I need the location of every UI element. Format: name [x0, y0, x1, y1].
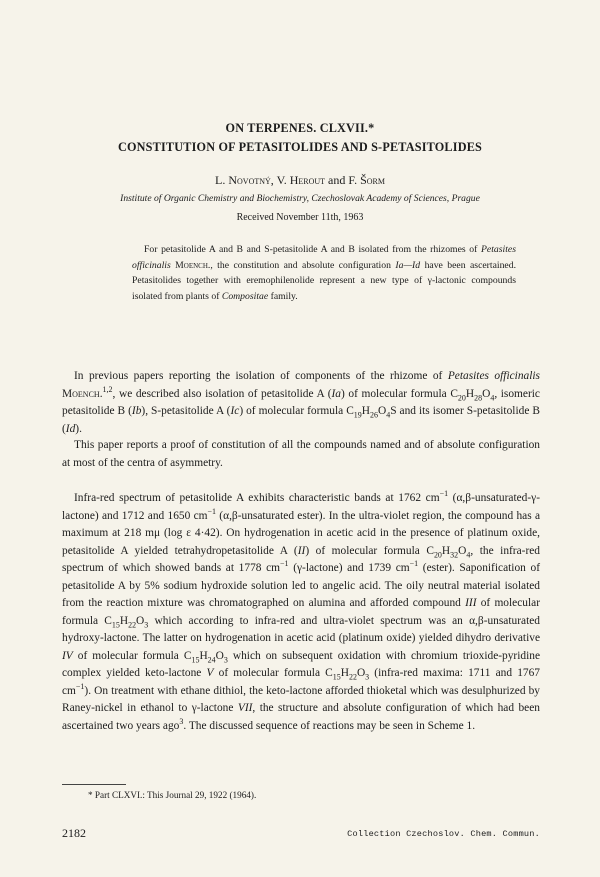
paper-title-series: ON TERPENES. CLXVII.*: [225, 121, 375, 135]
paper-title: CONSTITUTION OF PETASITOLIDES AND S-PETASITOLIDES: [117, 140, 483, 154]
institute-affiliation: Institute of Organic Chemistry and Biochemistry, Czechoslovak Academy of Sciences, Prague: [120, 193, 480, 204]
body-paragraph-1: In previous papers reporting the isolation of components of the rhizome of Petasites officinalis Moench.$^{1,2}$, we described also isolation of petasitolide A (Ia) of molecular formula $C_{20}H_{28}O_4$, isomeric petasitolide B (Ib), S-petasitolide A (Ic) of molecular formula $C_{19}H_{26}O_4S$ and its isomer S-petasitolide B (Id).: [62, 370, 540, 435]
journal-name: Collection Czechoslov. Chem. Commun.: [347, 829, 540, 839]
author-novotny: Novotný: [228, 173, 271, 187]
body-paragraph-2: This paper reports a proof of constitution of all the compounds named and of absolute configuration at most of the centra of asymmetry.: [62, 439, 540, 469]
author-sorm: Šorm: [360, 173, 385, 187]
author-list: L. Novotný, V. Herout and F. Šorm: [215, 173, 385, 187]
body-paragraph-3: Infra-red spectrum of petasitolide A exhibits characteristic bands at 1762 $cm^{-1}$ (α,β-unsaturated-γ-lactone) and 1712 and 1650 $cm^{-1}$ (α,β-unsaturated ester). In the ultra-violet region, the compound has a maximum at 218 mμ (log ε 4·42). On hydrogenation in acetic acid in the presence of platinum oxide, petasitolide A yielded tetrahydropetasitolide A (II) of molecular formula $C_{20}H_{32}O_4$, the infra-red spectrum of which showed bands at 1778 $cm^{-1}$ (γ-lactone) and 1739 $cm^{-1}$ (ester). Saponification of petasitolide A by 5% sodium hydroxide solution led to angelic acid. The oily neutral material isolated from the reaction mixture was chromatographed on alumina and afforded compound III of molecular formula $C_{15}H_{22}O_3$ which according to infra-red and ultra-violet spectrum was an α,β-unsaturated hydroxy-lactone. The latter on hydrogenation in acetic acid (platinum oxide) yielded dihydro derivative IV of molecular formula $C_{15}H_{24}O_3$ which on subsequent oxidation with chromium trioxide-pyridine complex yielded keto-lactone V of molecular formula $C_{15}H_{22}O_3$ (infra-red maxima: 1711 and 1767 $cm^{-1}$). On treatment with ethane dithiol, the keto-lactone afforded thioketal which was desulphurized by Raney-nickel in ethanol to γ-lactone VII, the structure and absolute configuration of which had been ascertained two years ago$^3$. The discussed sequence of reactions may be seen in Scheme 1.: [62, 489, 541, 732]
author-herout: Herout: [289, 173, 326, 187]
page-number: 2182: [62, 826, 86, 840]
footnote-divider: [62, 784, 126, 785]
received-date: Received November 11th, 1963: [236, 212, 364, 223]
footnote: * Part CLXVI.: This Journal 29, 1922 (1964).: [88, 790, 257, 800]
abstract: For petasitolide A and B and S-petasitolide A and B isolated from the rhizomes of Petasites officinalis Moench., the constitution and absolute configuration Ia—Id have been ascertained. Petasitolides together with eremophilenolide represent a new type of γ-lactonic compounds isolated from plants of Compositae family.: [132, 244, 516, 302]
